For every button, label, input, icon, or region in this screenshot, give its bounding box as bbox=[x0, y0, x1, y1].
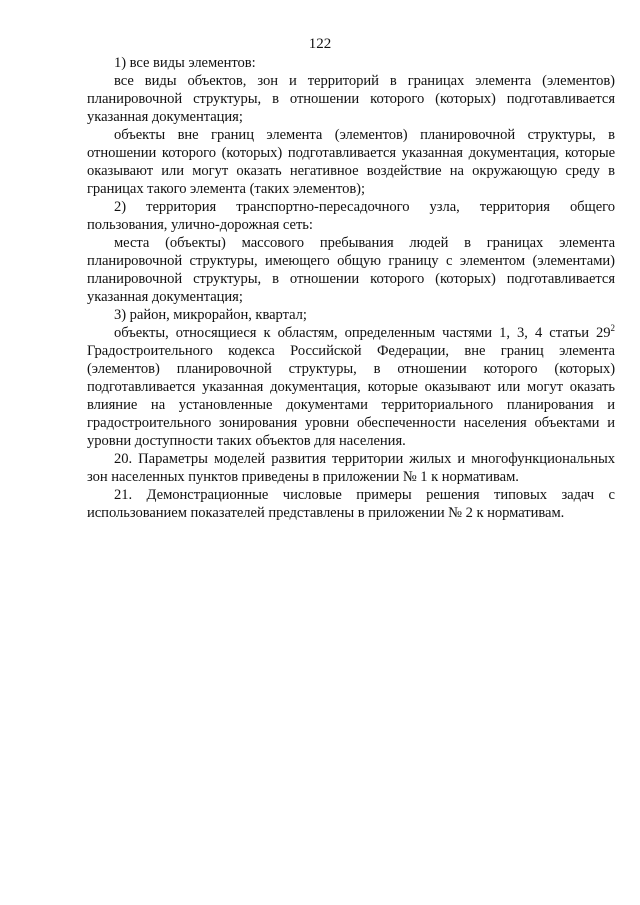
page-number: 122 bbox=[308, 36, 332, 52]
paragraph-objects-within-boundaries: все виды объектов, зон и территорий в границах элемента (элементов) планировочной структуры, в отношении которого (которых) подготавливается указанная документация; bbox=[87, 73, 615, 125]
list-item-3-heading: 3) район, микрорайон, квартал; bbox=[114, 307, 307, 323]
list-item-1-heading: 1) все виды элементов: bbox=[114, 55, 256, 71]
article-text-before: объекты, относящиеся к областям, определенным частями 1, 3, 4 статьи 29 bbox=[114, 325, 611, 341]
paragraph-objects-outside-boundaries: объекты вне границ элемента (элементов) планировочной структуры, в отношении которого (которых) подготавливается указанная документация, которые оказывают или могут оказать негативное воздействие на окружающую среду в границах такого элемента (таких элементов); bbox=[87, 127, 615, 197]
article-superscript: 2 bbox=[610, 323, 615, 333]
paragraph-article-29-objects bbox=[87, 324, 615, 450]
document-body bbox=[87, 54, 615, 522]
paragraph-mass-gathering-places: места (объекты) массового пребывания людей в границах элемента планировочной структуры, имеющего общую границу с элементом (элементами) планировочной структуры, в отношении которого (которых) подготавливается указанная документация; bbox=[87, 235, 615, 305]
paragraph-item-21: 21. Демонстрационные числовые примеры решения типовых задач с использованием показателей представлены в приложении № 2 к нормативам. bbox=[87, 487, 615, 521]
list-item-2-heading: 2) территория транспортно-пересадочного узла, территория общего пользования, улично-дорожная сеть: bbox=[87, 199, 615, 233]
paragraph-item-20: 20. Параметры моделей развития территории жилых и многофункциональных зон населенных пунктов приведены в приложении № 1 к нормативам. bbox=[87, 451, 615, 485]
article-text-after: Градостроительного кодекса Российской Федерации, вне границ элемента (элементов) планировочной структуры, в отношении которого (которых) подготавливается указанная документация, которые оказывают или могут оказать влияние на установленные документами территориального планирования и градостроительного зонирования уровни обеспеченности населения объектами и уровни доступности таких объектов для населения. bbox=[87, 343, 615, 449]
